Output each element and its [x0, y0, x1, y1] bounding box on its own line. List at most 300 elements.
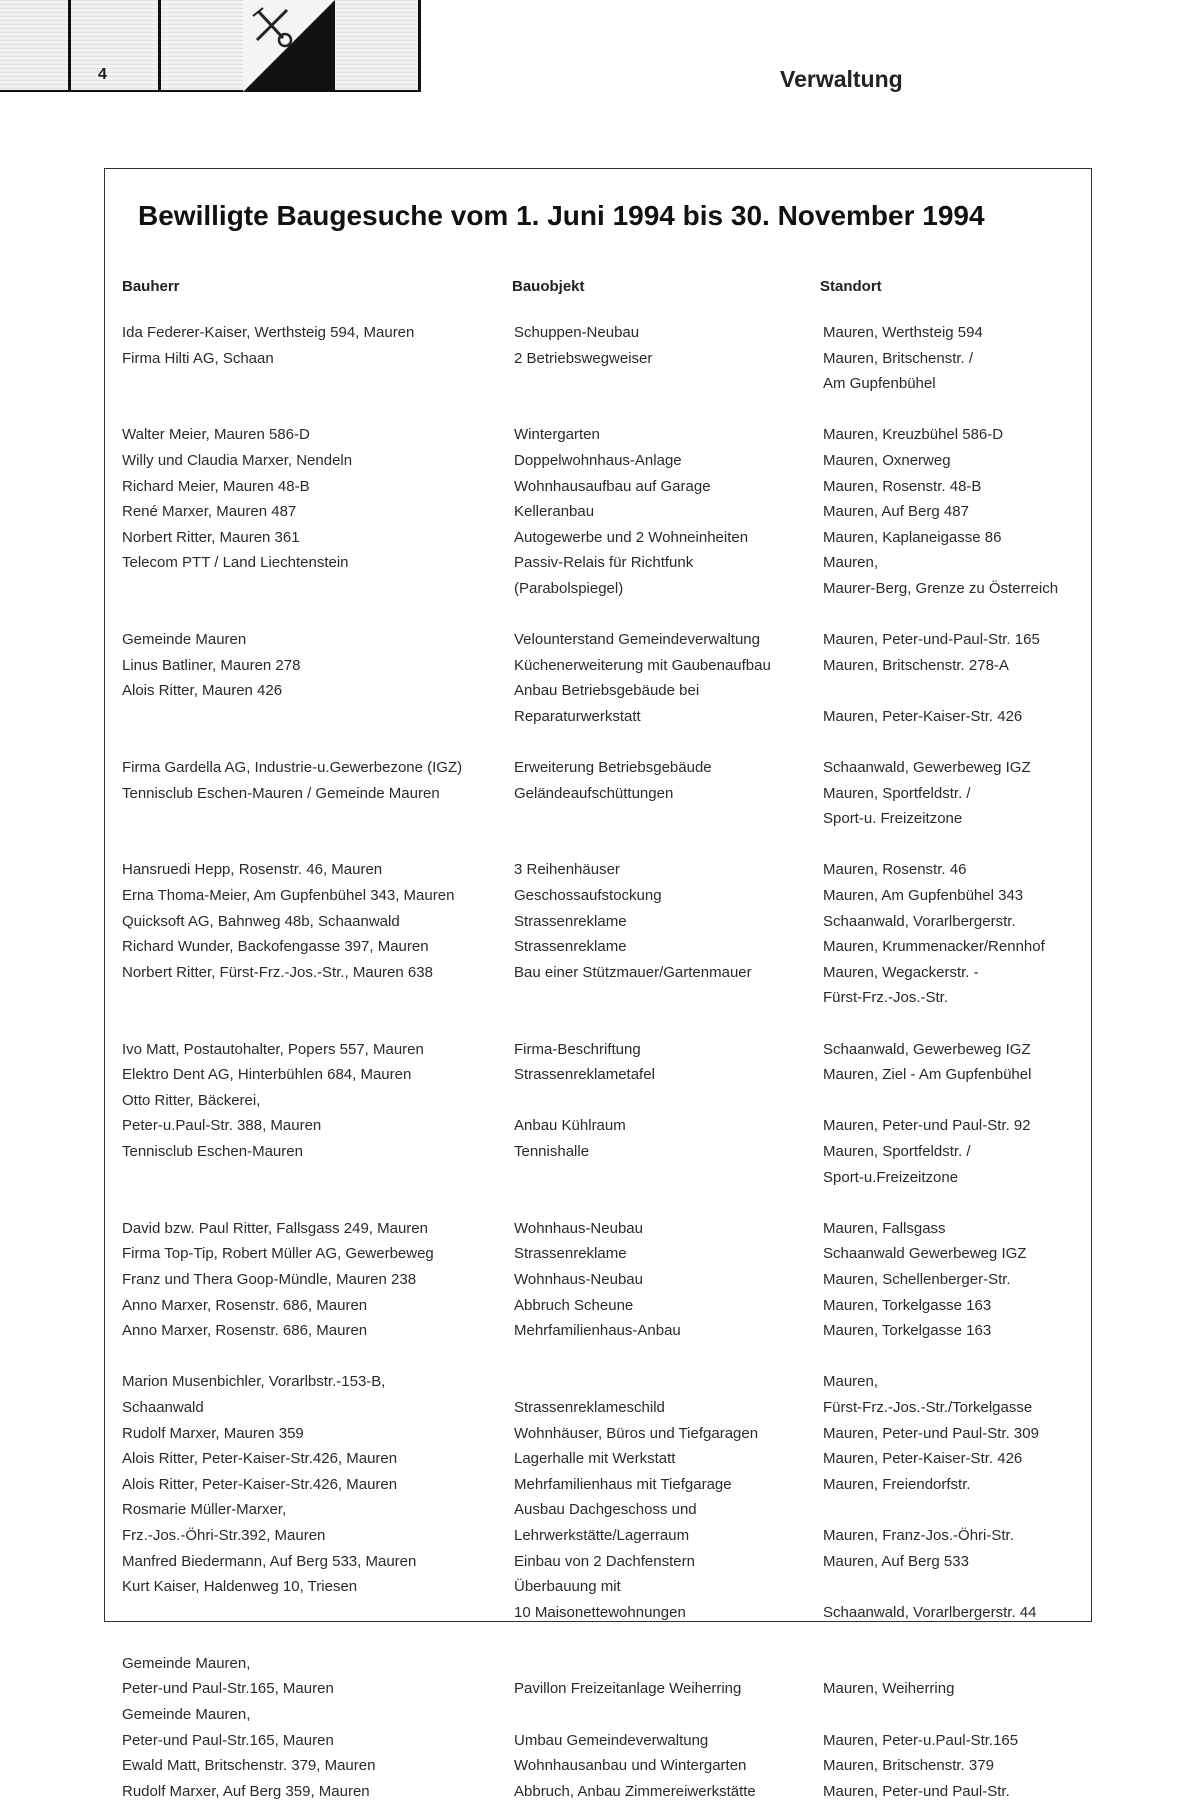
- standort-cell: [823, 1139, 1083, 1190]
- permit-row: [120, 550, 1090, 601]
- bauobjekt-cell-line: Lehrwerkstätte/Lagerraum: [514, 1526, 690, 1544]
- standort-cell: [823, 448, 1083, 474]
- standort-cell-line: Mauren, Peter-und-Paul-Str. 165: [823, 631, 1040, 649]
- standort-cell: [823, 909, 1083, 935]
- section-title: Verwaltung: [780, 66, 903, 92]
- standort-cell: [823, 346, 1083, 397]
- standort-cell-line: Mauren, Peter-und Paul-Str.: [823, 1782, 1010, 1800]
- bauobjekt-cell: [514, 1241, 823, 1267]
- bauobjekt-cell-line: Wohnhausanbau und Wintergarten: [514, 1757, 747, 1775]
- bauobjekt-cell-line: Wohnhaus-Neubau: [514, 1270, 643, 1288]
- bauobjekt-cell-line: Tennishalle: [514, 1143, 590, 1160]
- bauobjekt-cell-line: Mehrfamilienhaus mit Tiefgarage: [514, 1475, 732, 1493]
- bauherr-cell-line: Richard Meier, Mauren 48-B: [122, 477, 310, 495]
- bauobjekt-cell: [514, 320, 823, 346]
- bauobjekt-cell-line: Anbau Betriebsgebäude bei: [514, 682, 700, 700]
- header-divider: [418, 0, 421, 92]
- permit-row: [120, 857, 1090, 883]
- bauobjekt-cell-line: 2 Betriebswegweiser: [514, 349, 653, 367]
- standort-cell: [823, 1574, 1083, 1625]
- standort-cell-line: Mauren, Sportfeldstr. /: [823, 1143, 971, 1160]
- bauobjekt-cell-line: Strassenreklame: [514, 912, 627, 930]
- permit-row: [120, 525, 1090, 551]
- standort-cell-line: Maurer-Berg, Grenze zu Österreich: [823, 579, 1059, 597]
- standort-cell: [823, 1267, 1083, 1293]
- bauherr-cell: [120, 1216, 514, 1242]
- bauobjekt-cell-line: Wohnhaus-Neubau: [514, 1219, 643, 1237]
- bauherr-cell-line: Erna Thoma-Meier, Am Gupfenbühel 343, Mauren: [122, 887, 455, 905]
- bauherr-cell-line: Norbert Ritter, Fürst-Frz.-Jos.-Str., Mauren 638: [122, 963, 433, 981]
- standort-cell-line: Mauren, Sportfeldstr. /: [823, 784, 971, 802]
- header-band: [0, 0, 420, 92]
- bauherr-cell: [120, 653, 514, 679]
- permit-row: [120, 1574, 1090, 1625]
- bauobjekt-cell: [514, 474, 823, 500]
- bauherr-cell: [120, 1702, 514, 1753]
- bauobjekt-cell: [514, 1139, 823, 1190]
- permit-row: [120, 1088, 1090, 1139]
- standort-cell-line: Mauren, Ziel - Am Gupfenbühel: [823, 1066, 1032, 1084]
- standort-cell: [823, 550, 1083, 601]
- bauobjekt-cell: [514, 1702, 823, 1753]
- standort-cell: [823, 1369, 1083, 1420]
- bauobjekt-cell: [514, 422, 823, 448]
- standort-cell: [823, 1241, 1083, 1267]
- standort-cell-line: Sport-u. Freizeitzone: [823, 810, 963, 828]
- bauobjekt-cell-line: 10 Maisonettewohnungen: [514, 1603, 686, 1621]
- standort-cell: [823, 755, 1083, 781]
- bauherr-cell-line: René Marxer, Mauren 487: [122, 503, 297, 521]
- standort-cell: [823, 1293, 1083, 1319]
- bauherr-cell: [120, 1472, 514, 1498]
- permit-row: [120, 1779, 1090, 1804]
- bauherr-cell-line: Tennisclub Eschen-Mauren: [122, 1143, 303, 1160]
- permit-row: [120, 1446, 1090, 1472]
- bauherr-cell-line: Marion Musenbichler, Vorarlbstr.-153-B,: [122, 1373, 386, 1391]
- permit-row: [120, 627, 1090, 653]
- bauherr-cell-line: David bzw. Paul Ritter, Fallsgass 249, Mauren: [122, 1219, 428, 1237]
- standort-cell-line: Mauren, Auf Berg 533: [823, 1552, 969, 1570]
- bauobjekt-cell-line: [514, 1702, 823, 1728]
- bauherr-cell: [120, 1421, 514, 1447]
- standort-cell-line: Mauren, Peter-Kaiser-Str. 426: [823, 1450, 1023, 1468]
- bauobjekt-cell: [514, 781, 823, 832]
- bauobjekt-cell: [514, 1088, 823, 1139]
- bauobjekt-cell-line: Küchenerweiterung mit Gaubenaufbau: [514, 656, 771, 674]
- permit-list: [120, 320, 1090, 1804]
- bauobjekt-cell-line: Autogewerbe und 2 Wohneinheiten: [514, 528, 749, 546]
- bauobjekt-cell-line: Wohnhausaufbau auf Garage: [514, 477, 711, 495]
- bauherr-cell: [120, 550, 514, 601]
- bauherr-cell: [120, 448, 514, 474]
- bauherr-cell: [120, 1318, 514, 1344]
- standort-cell: [823, 653, 1083, 679]
- bauobjekt-cell: [514, 448, 823, 474]
- bauherr-cell-line: Willy und Claudia Marxer, Nendeln: [122, 451, 353, 469]
- bauherr-cell: [120, 1651, 514, 1702]
- standort-cell-line: Mauren, Britschenstr. /: [823, 349, 974, 367]
- standort-cell-line: [823, 1651, 1083, 1677]
- standort-cell: [823, 857, 1083, 883]
- bauherr-cell: [120, 1037, 514, 1063]
- standort-cell-line: Mauren, Krummenacker/Rennhof: [823, 938, 1045, 956]
- bauobjekt-cell-line: Überbauung mit: [514, 1578, 621, 1596]
- bauobjekt-cell-line: [514, 1369, 823, 1395]
- bauobjekt-cell: [514, 857, 823, 883]
- standort-cell-line: Schaanwald, Gewerbeweg IGZ: [823, 759, 1031, 777]
- standort-cell-line: Mauren, Rosenstr. 48-B: [823, 477, 982, 495]
- bauobjekt-cell-line: Velounterstand Gemeindeverwaltung: [514, 631, 760, 649]
- standort-cell-line: Am Gupfenbühel: [823, 375, 936, 393]
- standort-cell: [823, 678, 1083, 729]
- bauobjekt-cell: [514, 627, 823, 653]
- bauobjekt-cell: [514, 909, 823, 935]
- standort-cell-line: Mauren, Weiherring: [823, 1680, 955, 1698]
- bauobjekt-cell-line: Strassenreklametafel: [514, 1066, 655, 1084]
- permit-row: [120, 499, 1090, 525]
- permit-row: [120, 422, 1090, 448]
- standort-cell-line: Mauren, Fallsgass: [823, 1219, 946, 1237]
- standort-cell-line: Fürst-Frz.-Jos.-Str.: [823, 989, 948, 1007]
- bauobjekt-cell: [514, 653, 823, 679]
- bauobjekt-cell-line: Mehrfamilienhaus-Anbau: [514, 1322, 681, 1340]
- standort-cell-line: [823, 1574, 1083, 1600]
- bauherr-cell-line: Frz.-Jos.-Öhri-Str.392, Mauren: [122, 1526, 326, 1544]
- bauobjekt-cell: [514, 1421, 823, 1447]
- bauherr-cell: [120, 678, 514, 729]
- column-header-bauobjekt: Bauobjekt: [512, 278, 585, 295]
- bauobjekt-cell-line: Doppelwohnhaus-Anlage: [514, 451, 682, 469]
- bauobjekt-cell: [514, 1574, 823, 1625]
- bauherr-cell-line: Quicksoft AG, Bahnweg 48b, Schaanwald: [122, 912, 400, 930]
- permit-row: [120, 1549, 1090, 1575]
- bauobjekt-cell: [514, 1549, 823, 1575]
- standort-cell-line: [823, 1497, 1083, 1523]
- bauherr-cell: [120, 1088, 514, 1139]
- permit-row: [120, 781, 1090, 832]
- bauobjekt-cell: [514, 1293, 823, 1319]
- bauherr-cell: [120, 627, 514, 653]
- standort-cell-line: Mauren, Wegackerstr. -: [823, 963, 979, 981]
- bauherr-cell: [120, 1574, 514, 1625]
- bauherr-cell-line: Ida Federer-Kaiser, Werthsteig 594, Mauren: [122, 324, 415, 341]
- permit-row: [120, 883, 1090, 909]
- standort-cell-line: Mauren, Peter-und Paul-Str. 309: [823, 1424, 1039, 1442]
- standort-cell-line: Mauren, Britschenstr. 278-A: [823, 656, 1009, 674]
- bauherr-cell-line: Richard Wunder, Backofengasse 397, Mauren: [122, 938, 429, 956]
- bauherr-cell: [120, 422, 514, 448]
- standort-cell-line: Mauren, Britschenstr. 379: [823, 1757, 994, 1775]
- bauherr-cell-line: Tennisclub Eschen-Mauren / Gemeinde Mauren: [122, 784, 440, 802]
- standort-cell-line: Mauren, Schellenberger-Str.: [823, 1270, 1011, 1288]
- bauobjekt-cell: [514, 678, 823, 729]
- bauobjekt-cell-line: Anbau Kühlraum: [514, 1117, 626, 1135]
- bauherr-cell: [120, 474, 514, 500]
- bauobjekt-cell: [514, 1267, 823, 1293]
- standort-cell: [823, 883, 1083, 909]
- bauobjekt-cell-line: 3 Reihenhäuser: [514, 861, 620, 879]
- permit-row: [120, 1293, 1090, 1319]
- standort-cell: [823, 320, 1083, 346]
- bauobjekt-cell-line: Einbau von 2 Dachfenstern: [514, 1552, 695, 1570]
- permit-row: [120, 320, 1090, 346]
- bauobjekt-cell-line: [514, 1088, 823, 1114]
- bauherr-cell: [120, 781, 514, 832]
- standort-cell: [823, 1651, 1083, 1702]
- permit-row: [120, 448, 1090, 474]
- bauobjekt-cell-line: Passiv-Relais für Richtfunk: [514, 554, 694, 572]
- bauherr-cell: [120, 934, 514, 960]
- standort-cell: [823, 1549, 1083, 1575]
- standort-cell-line: Mauren, Werthsteig 594: [823, 324, 983, 341]
- bauherr-cell-line: Kurt Kaiser, Haldenweg 10, Triesen: [122, 1578, 358, 1596]
- bauherr-cell: [120, 960, 514, 1011]
- bauherr-cell-line: Elektro Dent AG, Hinterbühlen 684, Mauren: [122, 1066, 412, 1084]
- bauherr-cell: [120, 909, 514, 935]
- standort-cell: [823, 422, 1083, 448]
- standort-cell: [823, 1702, 1083, 1753]
- permit-row: [120, 1139, 1090, 1190]
- permit-row: [120, 653, 1090, 679]
- bauherr-cell: [120, 1753, 514, 1779]
- bauobjekt-cell: [514, 1753, 823, 1779]
- permit-row: [120, 1472, 1090, 1498]
- permit-row: [120, 1216, 1090, 1242]
- standort-cell-line: Mauren, Rosenstr. 46: [823, 861, 967, 879]
- standort-cell: [823, 1446, 1083, 1472]
- bauobjekt-cell-line: (Parabolspiegel): [514, 579, 624, 597]
- bauherr-cell-line: Gemeinde Mauren: [122, 631, 247, 649]
- standort-cell: [823, 934, 1083, 960]
- bauherr-cell: [120, 755, 514, 781]
- page-title: Bewilligte Baugesuche vom 1. Juni 1994 bis 30. November 1994: [138, 200, 985, 231]
- bauobjekt-cell-line: Umbau Gemeindeverwaltung: [514, 1731, 709, 1749]
- bauherr-cell: [120, 1497, 514, 1548]
- bauherr-cell: [120, 346, 514, 397]
- bauherr-cell-line: Firma Gardella AG, Industrie-u.Gewerbezone (IGZ): [122, 759, 463, 777]
- standort-cell: [823, 474, 1083, 500]
- standort-cell: [823, 1216, 1083, 1242]
- permit-row: [120, 755, 1090, 781]
- standort-cell: [823, 1062, 1083, 1088]
- standort-cell-line: Schaanwald Gewerbeweg IGZ: [823, 1245, 1027, 1263]
- bauobjekt-cell: [514, 883, 823, 909]
- permit-row: [120, 1267, 1090, 1293]
- standort-cell-line: Mauren, Kreuzbühel 586-D: [823, 426, 1004, 444]
- bauherr-cell-line: Anno Marxer, Rosenstr. 686, Mauren: [122, 1322, 368, 1340]
- header-divider: [68, 0, 71, 92]
- bauherr-cell: [120, 1779, 514, 1804]
- bauobjekt-cell-line: Strassenreklameschild: [514, 1398, 665, 1416]
- standort-cell: [823, 525, 1083, 551]
- standort-cell-line: Mauren, Oxnerweg: [823, 451, 951, 469]
- bauobjekt-cell-line: Geländeaufschüttungen: [514, 784, 674, 802]
- standort-cell-line: Mauren, Torkelgasse 163: [823, 1322, 992, 1340]
- bauobjekt-cell: [514, 1062, 823, 1088]
- standort-cell: [823, 1753, 1083, 1779]
- bauobjekt-cell: [514, 499, 823, 525]
- bauobjekt-cell-line: Geschossaufstockung: [514, 887, 662, 905]
- bauherr-cell-line: Norbert Ritter, Mauren 361: [122, 528, 300, 546]
- permit-row: [120, 1037, 1090, 1063]
- bauobjekt-cell-line: Reparaturwerkstatt: [514, 707, 641, 725]
- bauobjekt-cell-line: Wintergarten: [514, 426, 600, 444]
- standort-cell: [823, 1318, 1083, 1344]
- bauobjekt-cell: [514, 1369, 823, 1420]
- bauobjekt-cell: [514, 1216, 823, 1242]
- bauobjekt-cell-line: Erweiterung Betriebsgebäude: [514, 759, 712, 777]
- standort-cell: [823, 1088, 1083, 1139]
- bauobjekt-cell-line: Abbruch Scheune: [514, 1296, 634, 1314]
- page-number: 4: [98, 66, 107, 83]
- permit-row: [120, 1318, 1090, 1344]
- bauherr-cell-line: Alois Ritter, Mauren 426: [122, 682, 283, 700]
- standort-cell-line: Schaanwald, Vorarlbergerstr.: [823, 912, 1016, 930]
- bauherr-cell-line: Gemeinde Mauren,: [122, 1706, 251, 1724]
- permit-row: [120, 474, 1090, 500]
- standort-cell-line: Mauren, Torkelgasse 163: [823, 1296, 992, 1314]
- permit-row: [120, 1753, 1090, 1779]
- permit-row: [120, 678, 1090, 729]
- standort-cell-line: [823, 1088, 1083, 1114]
- bauobjekt-cell-line: Schuppen-Neubau: [514, 324, 640, 341]
- bauherr-cell-line: Alois Ritter, Peter-Kaiser-Str.426, Mauren: [122, 1475, 398, 1493]
- standort-cell-line: Schaanwald, Vorarlbergerstr. 44: [823, 1603, 1037, 1621]
- bauherr-cell-line: Telecom PTT / Land Liechtenstein: [122, 554, 349, 572]
- bauherr-cell: [120, 499, 514, 525]
- bauherr-cell-line: Peter-und Paul-Str.165, Mauren: [122, 1680, 334, 1698]
- bauherr-cell: [120, 525, 514, 551]
- standort-cell-line: Schaanwald, Gewerbeweg IGZ: [823, 1040, 1031, 1058]
- standort-cell-line: Mauren,: [823, 554, 879, 572]
- bauherr-cell-line: Gemeinde Mauren,: [122, 1654, 251, 1672]
- column-header-standort: Standort: [820, 278, 882, 295]
- bauherr-cell-line: Firma Hilti AG, Schaan: [122, 349, 274, 367]
- header-rule: [0, 90, 420, 92]
- bauherr-cell-line: Rudolf Marxer, Auf Berg 359, Mauren: [122, 1782, 370, 1800]
- bauherr-cell-line: Franz und Thera Goop-Mündle, Mauren 238: [122, 1270, 417, 1288]
- standort-cell-line: Mauren, Am Gupfenbühel 343: [823, 887, 1024, 905]
- standort-cell: [823, 1037, 1083, 1063]
- bauherr-cell-line: Walter Meier, Mauren 586-D: [122, 426, 310, 444]
- bauobjekt-cell: [514, 1318, 823, 1344]
- bauobjekt-cell: [514, 1446, 823, 1472]
- bauherr-cell: [120, 1293, 514, 1319]
- bauobjekt-cell-line: Kelleranbau: [514, 503, 595, 521]
- bauherr-cell-line: Rosmarie Müller-Marxer,: [122, 1501, 287, 1519]
- permit-row: [120, 1702, 1090, 1753]
- coat-of-arms-icon: [243, 0, 335, 92]
- standort-cell: [823, 1421, 1083, 1447]
- standort-cell-line: Mauren, Kaplaneigasse 86: [823, 528, 1002, 546]
- bauherr-cell-line: Ivo Matt, Postautohalter, Popers 557, Mauren: [122, 1040, 424, 1058]
- bauherr-cell-line: Anno Marxer, Rosenstr. 686, Mauren: [122, 1296, 368, 1314]
- permit-row: [120, 909, 1090, 935]
- header-divider: [158, 0, 161, 92]
- bauobjekt-cell: [514, 1651, 823, 1702]
- permit-row: [120, 346, 1090, 397]
- bauherr-cell-line: Alois Ritter, Peter-Kaiser-Str.426, Mauren: [122, 1450, 398, 1468]
- column-header-bauherr: Bauherr: [122, 278, 180, 295]
- standort-cell-line: Mauren, Auf Berg 487: [823, 503, 969, 521]
- bauherr-cell-line: Schaanwald: [122, 1398, 204, 1416]
- standort-cell-line: [823, 1702, 1083, 1728]
- standort-cell-line: Mauren,: [823, 1373, 879, 1391]
- standort-cell: [823, 960, 1083, 1011]
- permit-row: [120, 1421, 1090, 1447]
- bauherr-cell: [120, 320, 514, 346]
- standort-cell-line: [823, 678, 1083, 704]
- bauobjekt-cell: [514, 1472, 823, 1498]
- permit-row: [120, 1241, 1090, 1267]
- standort-cell: [823, 499, 1083, 525]
- bauobjekt-cell-line: Strassenreklame: [514, 1245, 627, 1263]
- bauobjekt-cell-line: Abbruch, Anbau Zimmereiwerkstätte: [514, 1782, 756, 1800]
- bauherr-cell: [120, 1549, 514, 1575]
- standort-cell: [823, 781, 1083, 832]
- bauobjekt-cell: [514, 960, 823, 1011]
- bauherr-cell-line: Manfred Biedermann, Auf Berg 533, Mauren: [122, 1552, 417, 1570]
- bauobjekt-cell-line: Wohnhäuser, Büros und Tiefgaragen: [514, 1424, 759, 1442]
- bauherr-cell-line: Rudolf Marxer, Mauren 359: [122, 1424, 304, 1442]
- bauobjekt-cell-line: [514, 1651, 823, 1677]
- bauobjekt-cell: [514, 346, 823, 397]
- permit-row: [120, 1651, 1090, 1702]
- bauobjekt-cell: [514, 550, 823, 601]
- standort-cell: [823, 1779, 1083, 1804]
- bauobjekt-cell: [514, 1779, 823, 1804]
- standort-cell-line: Sport-u.Freizeitzone: [823, 1168, 959, 1186]
- bauobjekt-cell-line: Bau einer Stützmauer/Gartenmauer: [514, 963, 752, 981]
- bauobjekt-cell-line: Strassenreklame: [514, 938, 627, 956]
- bauherr-cell: [120, 1446, 514, 1472]
- bauherr-cell-line: Otto Ritter, Bäckerei,: [122, 1091, 261, 1109]
- permit-row: [120, 934, 1090, 960]
- standort-cell-line: Mauren, Freiendorfstr.: [823, 1475, 971, 1493]
- bauobjekt-cell-line: Ausbau Dachgeschoss und: [514, 1501, 697, 1519]
- bauherr-cell: [120, 857, 514, 883]
- permit-row: [120, 1062, 1090, 1088]
- bauherr-cell: [120, 1267, 514, 1293]
- standort-cell-line: Mauren, Peter-und Paul-Str. 92: [823, 1117, 1031, 1135]
- bauherr-cell-line: Peter-und Paul-Str.165, Mauren: [122, 1731, 334, 1749]
- bauobjekt-cell: [514, 934, 823, 960]
- standort-cell-line: Mauren, Peter-u.Paul-Str.165: [823, 1731, 1019, 1749]
- standort-cell-line: Fürst-Frz.-Jos.-Str./Torkelgasse: [823, 1398, 1033, 1416]
- permit-row: [120, 1369, 1090, 1420]
- bauobjekt-cell-line: Pavillon Freizeitanlage Weiherring: [514, 1680, 742, 1698]
- standort-cell-line: Mauren, Peter-Kaiser-Str. 426: [823, 707, 1023, 725]
- standort-cell-line: Mauren, Franz-Jos.-Öhri-Str.: [823, 1526, 1014, 1544]
- bauobjekt-cell-line: Lagerhalle mit Werkstatt: [514, 1450, 676, 1468]
- bauherr-cell-line: Peter-u.Paul-Str. 388, Mauren: [122, 1117, 322, 1135]
- bauherr-cell-line: Ewald Matt, Britschenstr. 379, Mauren: [122, 1757, 376, 1775]
- bauherr-cell: [120, 1062, 514, 1088]
- bauherr-cell: [120, 1369, 514, 1420]
- bauobjekt-cell-line: Firma-Beschriftung: [514, 1040, 641, 1058]
- bauherr-cell-line: Hansruedi Hepp, Rosenstr. 46, Mauren: [122, 861, 383, 879]
- bauobjekt-cell: [514, 525, 823, 551]
- bauherr-cell: [120, 1241, 514, 1267]
- bauobjekt-cell: [514, 1497, 823, 1548]
- permit-row: [120, 960, 1090, 1011]
- bauobjekt-cell: [514, 1037, 823, 1063]
- standort-cell: [823, 1472, 1083, 1498]
- bauherr-cell: [120, 1139, 514, 1190]
- bauherr-cell-line: Firma Top-Tip, Robert Müller AG, Gewerbeweg: [122, 1245, 434, 1263]
- standort-cell: [823, 1497, 1083, 1548]
- bauherr-cell-line: Linus Batliner, Mauren 278: [122, 656, 301, 674]
